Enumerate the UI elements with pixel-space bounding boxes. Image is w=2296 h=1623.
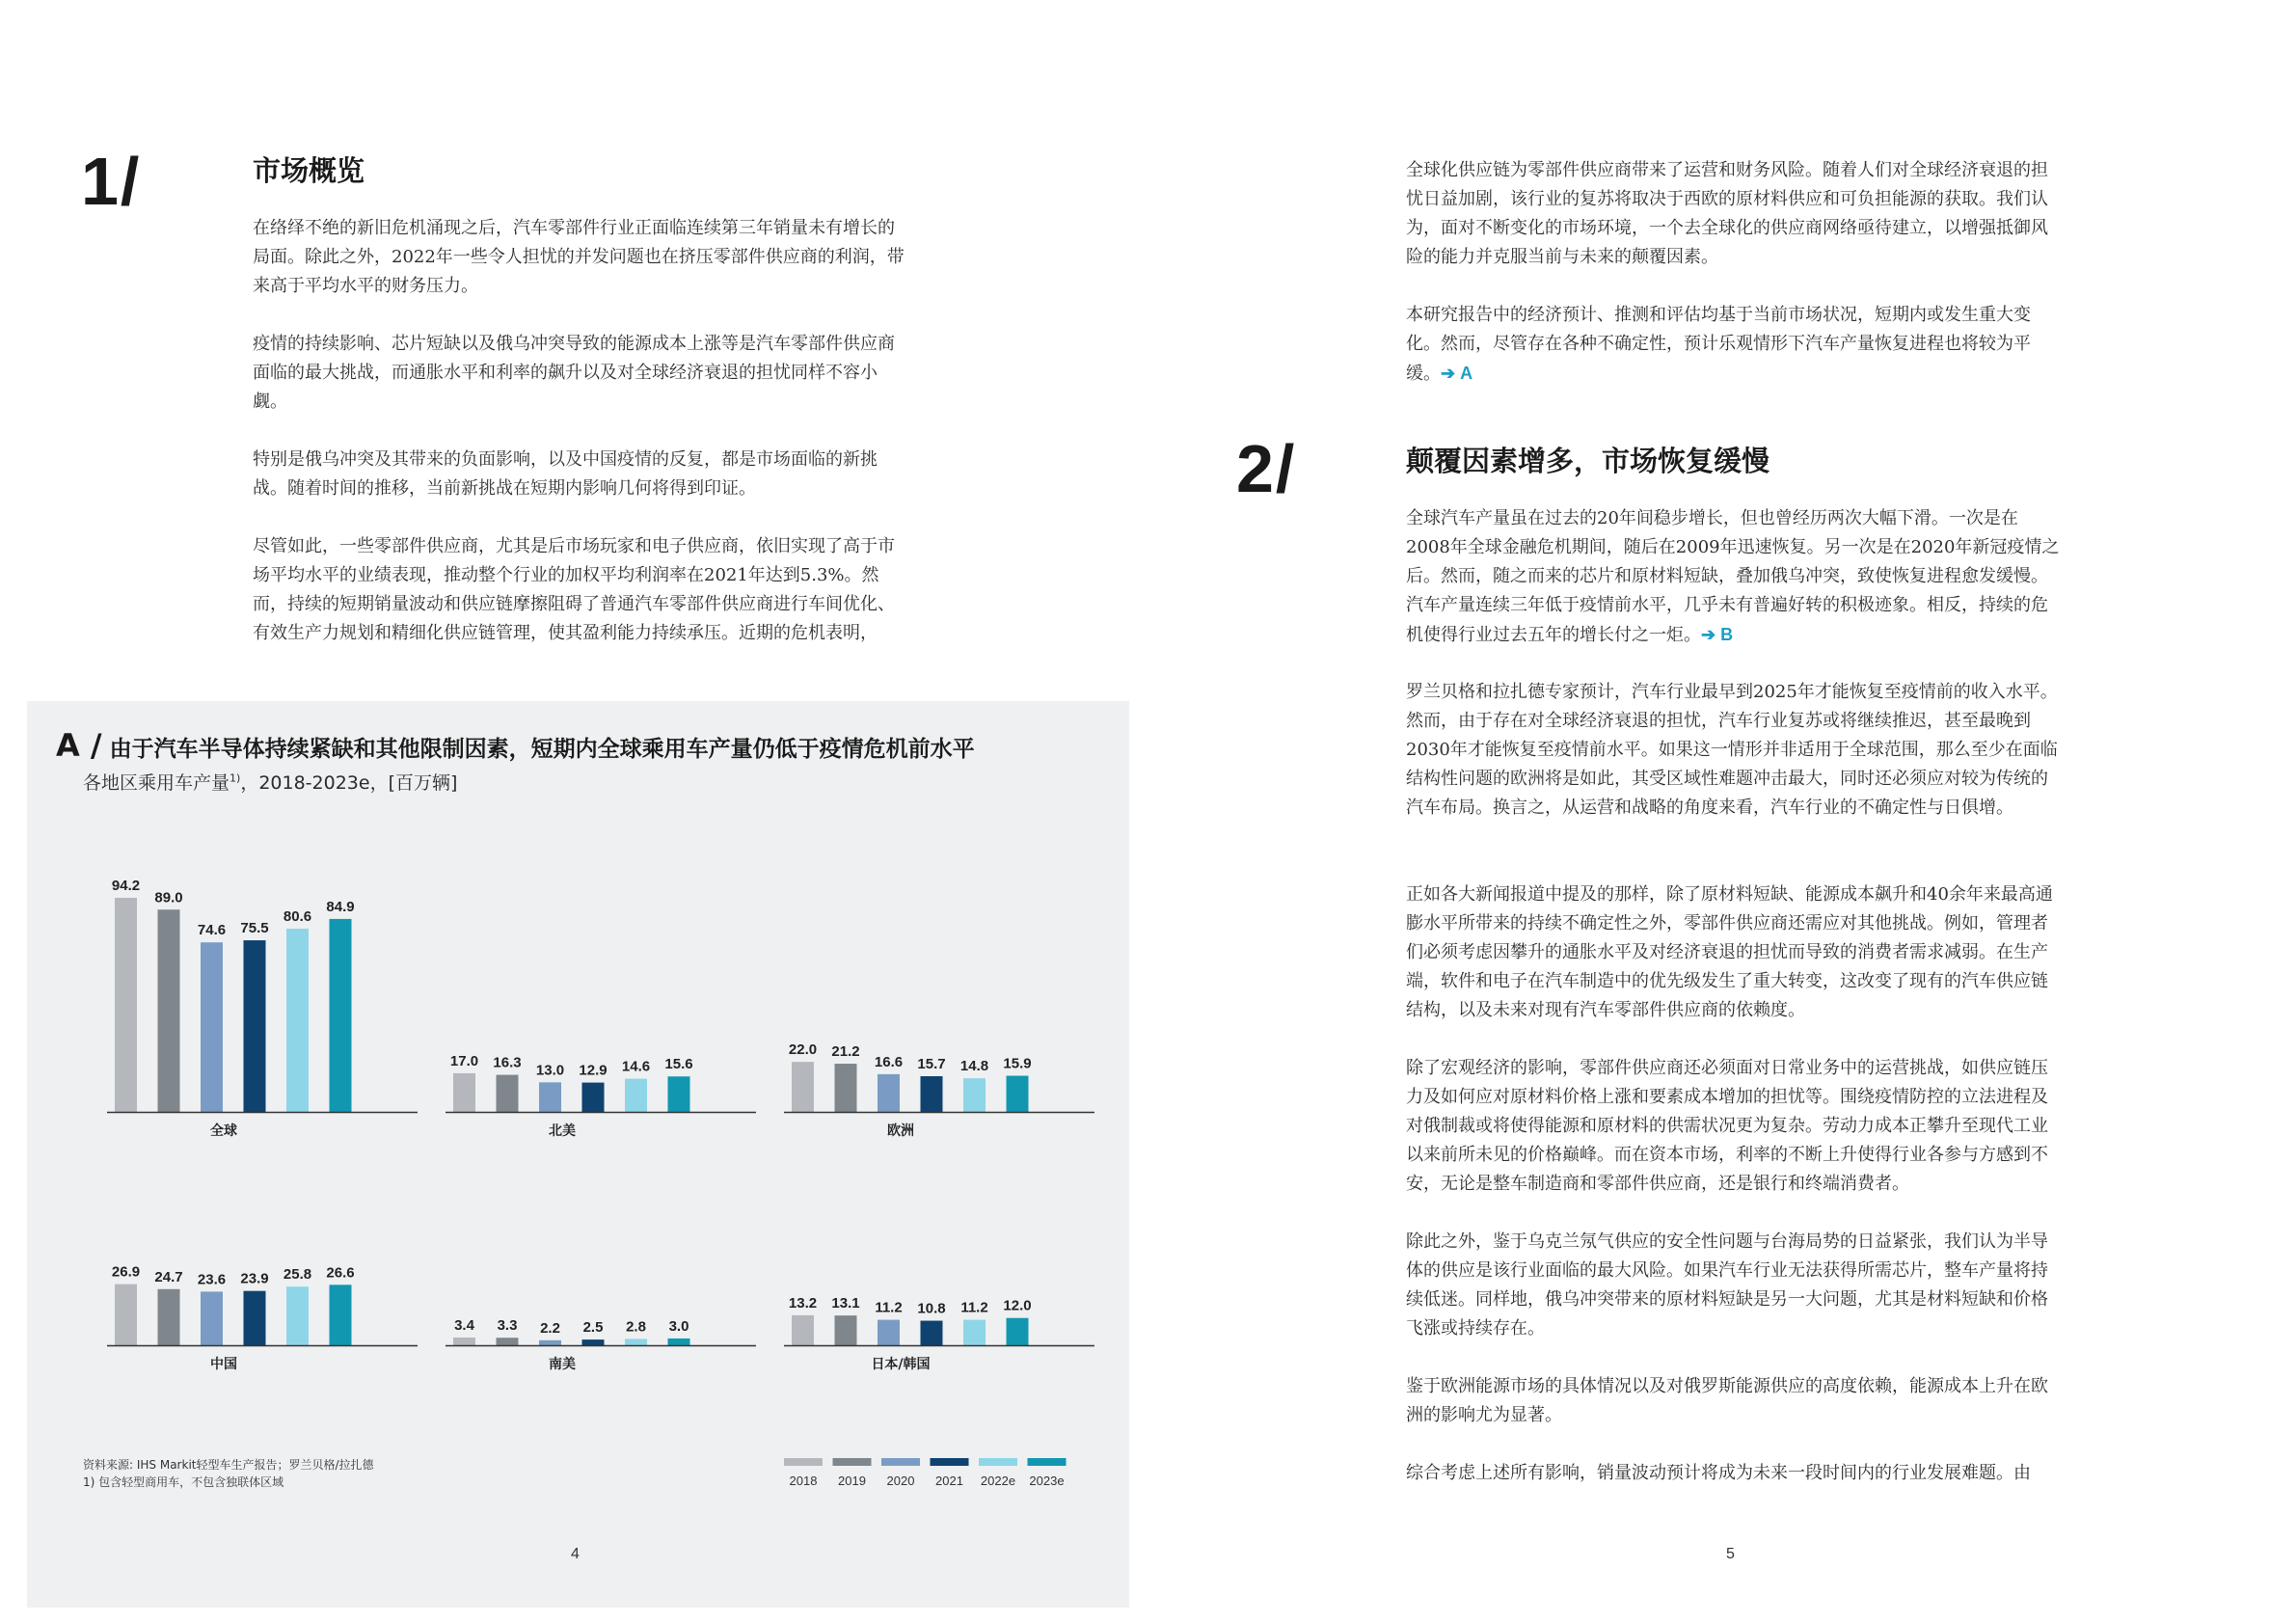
data-label: 26.9: [111, 1263, 141, 1281]
region-label: 中国: [210, 1357, 237, 1372]
bar-日本/韩国-2022e: [963, 1320, 986, 1345]
bar-日本/韩国-2020: [878, 1320, 900, 1345]
bar-chart: [0, 0, 1138, 1543]
bar-全球-2021: [244, 940, 266, 1112]
legend-label: 2020: [886, 1474, 915, 1488]
paragraph: 疫情的持续影响、芯片短缺以及俄乌冲突导致的能源成本上涨等是汽车零部件供应商面临的最大挑战，而通胀水平和利率的飙升以及对全球经济衰退的担忧同样不容小觑。: [253, 334, 895, 412]
data-label: 22.0: [788, 1041, 818, 1059]
data-label: 3.3: [497, 1317, 518, 1335]
bar-中国-2021: [244, 1291, 266, 1345]
bar-中国-2019: [158, 1289, 180, 1345]
page-number-left: 4: [571, 1546, 580, 1562]
data-label: 3.4: [454, 1316, 474, 1334]
paragraph: 综合考虑上述所有影响，销量波动预计将成为未来一段时间内的行业发展难题。由: [1406, 1463, 2031, 1483]
bar-日本/韩国-2023e: [1007, 1318, 1029, 1345]
bar-欧洲-2022e: [963, 1078, 986, 1112]
chart-note: 1) 包含轻型商用车，不包含独联体区域: [83, 1475, 284, 1489]
paragraph: 罗兰贝格和拉扎德专家预计，汽车行业最早到2025年才能恢复至疫情前的收入水平。然而，由于存在对全球经济衰退的担忧，汽车行业复苏或将继续推迟，甚至最晚到2030年才能恢复至疫情前水平。如果这一情形并非适用于全球范围，那么至少在面临结构性问题的欧洲将是如此，其受区域性难题冲击最大，同时还必须应对较为传统的汽车布局。换言之，从运营和战略的角度来看，汽车行业的不确定性与日俱增。: [1406, 682, 2058, 818]
legend-swatch-2021: [931, 1458, 969, 1466]
bar-南美-2019: [497, 1338, 519, 1345]
data-label: 2.8: [626, 1318, 646, 1336]
chart-subtitle-text: 各地区乘用车产量: [83, 772, 230, 794]
legend-label: 2023e: [1029, 1474, 1065, 1488]
legend-swatch-2019: [833, 1458, 872, 1466]
bar-南美-2018: [453, 1338, 475, 1345]
reference-link-a[interactable]: ➔ A: [1441, 364, 1473, 383]
paragraph: [1406, 301, 2062, 389]
chart-letter: A /: [56, 727, 102, 764]
data-label: 2.2: [540, 1319, 560, 1337]
data-label: 89.0: [154, 889, 183, 906]
data-label: 15.9: [1003, 1055, 1032, 1072]
bar-南美-2022e: [625, 1339, 647, 1345]
data-label: 13.2: [788, 1294, 818, 1312]
data-label: 80.6: [283, 908, 312, 926]
data-label: 75.5: [240, 920, 269, 937]
chart-source: 资料来源: IHS Markit轻型车生产报告；罗兰贝格/拉扎德: [83, 1458, 374, 1472]
data-label: 25.8: [283, 1266, 312, 1284]
paragraph: 特别是俄乌冲突及其带来的负面影响，以及中国疫情的反复，都是市场面临的新挑战。随着时间的推移，当前新挑战在短期内影响几何将得到印证。: [253, 449, 878, 499]
bar-全球-2019: [158, 909, 180, 1112]
paragraph: 正如各大新闻报道中提及的那样，除了原材料短缺、能源成本飙升和40余年来最高通膨水平所带来的持续不确定性之外，零部件供应商还需应对其他挑战。例如，管理者们必须考虑因攀升的通胀水平及对经济衰退的担忧而导致的消费者需求减弱。在生产端，软件和电子在汽车制造中的优先级发生了重大转变，这改变了现有的汽车供应链结构，以及未来对现有汽车零部件供应商的依赖度。: [1406, 884, 2053, 1020]
data-label: 23.6: [197, 1271, 227, 1288]
bar-全球-2022e: [286, 929, 309, 1112]
data-label: 16.6: [874, 1053, 904, 1070]
legend-swatch-2018: [784, 1458, 823, 1466]
bar-日本/韩国-2018: [792, 1315, 814, 1345]
chart-subtitle-footnote-mark: 1): [230, 771, 241, 785]
bar-北美-2018: [453, 1073, 475, 1112]
bar-全球-2020: [201, 942, 223, 1112]
data-label: 13.0: [535, 1062, 565, 1079]
region-label: 南美: [549, 1357, 576, 1372]
bar-中国-2018: [115, 1285, 137, 1345]
bar-北美-2020: [539, 1082, 561, 1112]
bar-中国-2020: [201, 1291, 223, 1345]
data-label: 11.2: [875, 1299, 903, 1316]
bar-北美-2022e: [625, 1079, 647, 1112]
bar-欧洲-2023e: [1007, 1076, 1029, 1112]
paragraph-text: 全球汽车产量虽在过去的20年间稳步增长，但也曾经历两次大幅下滑。一次是在2008年全球金融危机期间，随后在2009年迅速恢复。另一次是在2020年新冠疫情之后。然而，随之而来的芯片和原材料短缺，叠加俄乌冲突，致使恢复进程愈发缓慢。汽车产量连续三年低于疫情前水平，几乎未有普遍好转的积极迹象。相反，持续的危机使得行业过去五年的增长付之一炬。: [1406, 508, 2060, 645]
legend-swatch-2022e: [979, 1458, 1017, 1466]
data-label: 10.8: [917, 1300, 946, 1317]
bar-全球-2023e: [330, 919, 352, 1112]
data-label: 3.0: [668, 1317, 689, 1335]
section-number-1: 1/: [81, 144, 142, 219]
legend-label: 2018: [789, 1474, 818, 1488]
data-label: 14.8: [959, 1058, 989, 1075]
bar-南美-2023e: [668, 1339, 690, 1345]
data-label: 2.5: [582, 1319, 604, 1337]
region-label: 北美: [549, 1123, 576, 1139]
bar-日本/韩国-2019: [835, 1315, 857, 1345]
data-label: 14.6: [621, 1058, 651, 1075]
data-label: 17.0: [449, 1052, 479, 1069]
data-label: 21.2: [831, 1043, 860, 1061]
data-label: 23.9: [240, 1270, 269, 1287]
legend-label: 2019: [838, 1474, 866, 1488]
bar-欧洲-2019: [835, 1064, 857, 1112]
data-label: 15.6: [664, 1056, 693, 1073]
legend-label: 2021: [935, 1474, 963, 1488]
legend-swatch-2020: [881, 1458, 920, 1466]
region-label: 全球: [210, 1123, 237, 1139]
bar-北美-2021: [582, 1083, 605, 1112]
bar-南美-2020: [539, 1340, 561, 1345]
bar-全球-2018: [115, 898, 137, 1112]
data-label: 12.0: [1003, 1297, 1032, 1314]
bar-日本/韩国-2021: [921, 1321, 943, 1345]
paragraph: 在络绎不绝的新旧危机涌现之后，汽车零部件行业正面临连续第三年销量未有增长的局面。除此之外，2022年一些令人担忧的并发问题也在挤压零部件供应商的利润，带来高于平均水平的财务压力。: [253, 218, 905, 296]
paragraph: 全球化供应链为零部件供应商带来了运营和财务风险。随着人们对全球经济衰退的担忧日益加剧，该行业的复苏将取决于西欧的原材料供应和可负担能源的获取。我们认为，面对不断变化的市场环境，一个去全球化的供应商网络亟待建立，以增强抵御风险的能力并克服当前与未来的颠覆因素。: [1406, 160, 2048, 267]
data-label: 11.2: [960, 1299, 988, 1316]
bar-中国-2022e: [286, 1286, 309, 1345]
bar-北美-2023e: [668, 1076, 690, 1112]
region-label: 欧洲: [887, 1123, 914, 1139]
bar-欧洲-2021: [921, 1076, 943, 1112]
bar-中国-2023e: [330, 1285, 352, 1345]
section-number-2: 2/: [1236, 431, 1297, 506]
data-label: 84.9: [326, 898, 355, 915]
region-label: 日本/韩国: [871, 1357, 931, 1372]
data-label: 74.6: [197, 922, 227, 939]
paragraph-text: 本研究报告中的经济预计、推测和评估均基于当前市场状况，短期内或发生重大变化。然而，尽管存在各种不确定性，预计乐观情形下汽车产量恢复进程也将较为平缓。: [1406, 305, 2031, 384]
data-label: 13.1: [831, 1295, 860, 1312]
paragraph: 除了宏观经济的影响，零部件供应商还必须面对日常业务中的运营挑战，如供应链压力及如何应对原材料价格上涨和要素成本增加的担忧等。围绕疫情防控的立法进程及对俄制裁或将使得能源和原材料的供需状况更为复杂。劳动力成本正攀升至现代工业以来前所未见的价格巅峰。而在资本市场，利率的不断上升使得行业各参与方感到不安，无论是整车制造商和零部件供应商，还是银行和终端消费者。: [1406, 1058, 2048, 1194]
section-title-disruption: 颠覆因素增多，市场恢复缓慢: [1406, 445, 1770, 477]
page-number-right: 5: [1726, 1546, 1735, 1562]
data-label: 12.9: [579, 1062, 608, 1079]
legend-swatch-2023e: [1028, 1458, 1067, 1466]
bar-欧洲-2020: [878, 1074, 900, 1112]
bar-北美-2019: [497, 1075, 519, 1112]
paragraph: [1406, 504, 2062, 650]
chart-title-text: 由于汽车半导体持续紧缺和其他限制因素，短期内全球乘用车产量仍低于疫情危机前水平: [109, 737, 975, 762]
bar-南美-2021: [582, 1339, 605, 1345]
legend-label: 2022e: [980, 1474, 1016, 1488]
bar-欧洲-2018: [792, 1062, 814, 1112]
section-title-market-overview: 市场概览: [253, 154, 365, 187]
paragraph: 鉴于欧洲能源市场的具体情况以及对俄罗斯能源供应的高度依赖，能源成本上升在欧洲的影响尤为显著。: [1406, 1376, 2048, 1425]
data-label: 16.3: [493, 1054, 522, 1071]
data-label: 26.6: [326, 1264, 355, 1282]
data-label: 15.7: [917, 1056, 946, 1072]
paragraph: 除此之外，鉴于乌克兰氖气供应的安全性问题与台海局势的日益紧张，我们认为半导体的供应是该行业面临的最大风险。如果汽车行业无法获得所需芯片，整车产量将持续低迷。同样地，俄乌冲突带来的原材料短缺是另一大问题，尤其是材料短缺和价格飞涨或持续存在。: [1406, 1231, 2048, 1339]
reference-link-b[interactable]: ➔ B: [1701, 625, 1734, 644]
data-label: 24.7: [154, 1268, 183, 1285]
paragraph: 尽管如此，一些零部件供应商，尤其是后市场玩家和电子供应商，依旧实现了高于市场平均水平的业绩表现，推动整个行业的加权平均利润率在2021年达到5.3%。然而，持续的短期销量波动和供应链摩擦阻碍了普通汽车零部件供应商进行车间优化、有效生产力规划和精细化供应链管理，使其盈利能力持续承压。近期的危机表明，: [253, 536, 895, 643]
chart-subtitle-tail: ，2018-2023e，[百万辆]: [240, 772, 458, 794]
data-label: 94.2: [111, 878, 141, 894]
